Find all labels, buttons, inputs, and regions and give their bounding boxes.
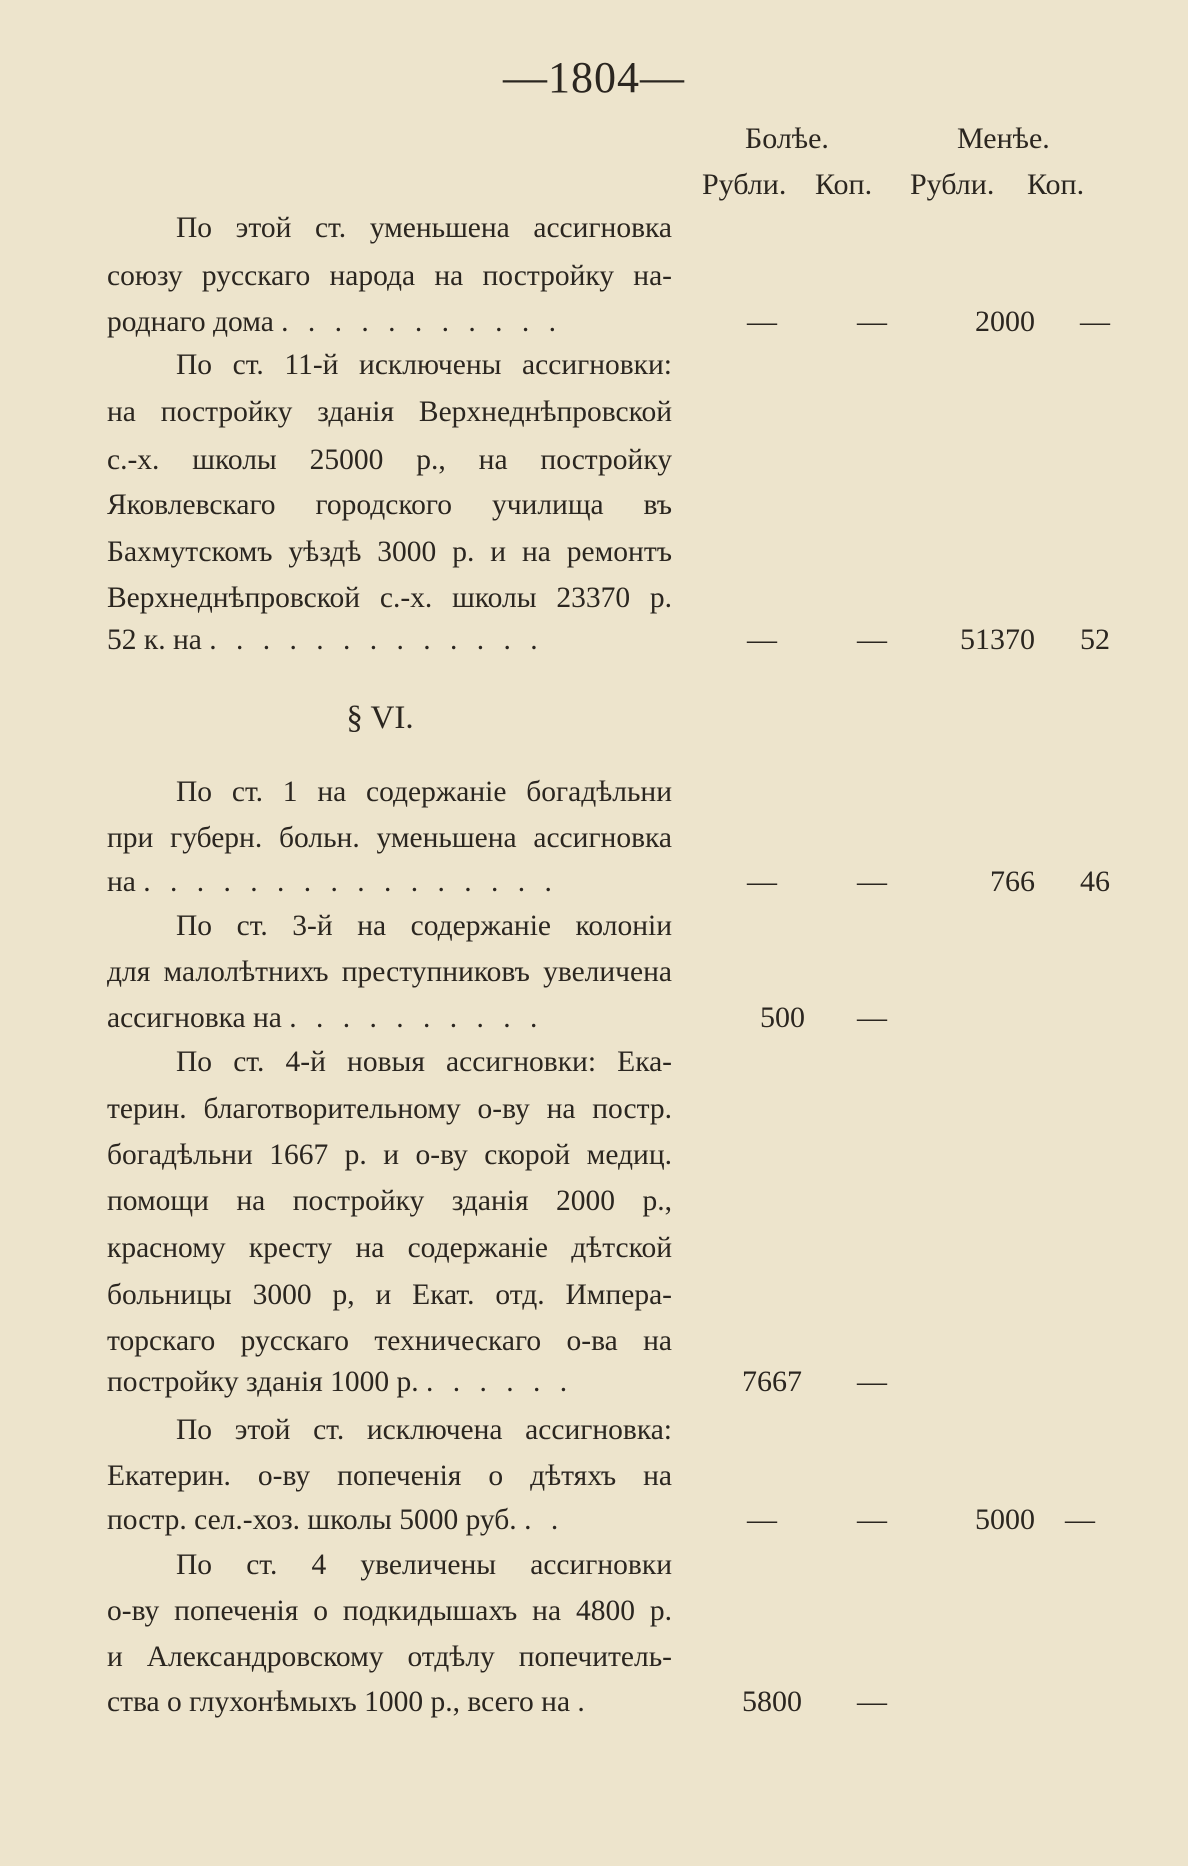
entry-line: постр. сел.-хоз. школы 5000 руб.: [107, 1504, 517, 1536]
entry-last-line: [107, 998, 672, 1038]
entry-line: Яковлевскаго городского училища въ: [107, 489, 672, 521]
entry-last-line: [107, 1362, 672, 1402]
entry-line: роднаго дома: [107, 306, 274, 338]
leader-dots: . . . . . . . . . . .: [281, 306, 563, 338]
leader-dots: . .: [524, 1504, 565, 1536]
entry-line: на: [107, 866, 136, 898]
more-kopecks: —: [857, 1001, 887, 1034]
more-rubles: —: [747, 305, 777, 338]
less-rubles: 5000: [975, 1503, 1035, 1536]
leader-dots: . . . . . . . . . . . . .: [209, 624, 544, 656]
more-kopecks: —: [857, 1503, 887, 1536]
more-kopecks: —: [857, 305, 887, 338]
more-rubles: 500: [760, 1001, 805, 1034]
less-rubles: 766: [990, 865, 1035, 898]
column-header-more: Болѣе.: [745, 122, 829, 155]
more-rubles: 7667: [742, 1365, 802, 1398]
more-kopecks: —: [857, 1685, 887, 1718]
less-rubles: 51370: [960, 623, 1035, 656]
entry-line: помощи на постройку зданія 2000 р.,: [107, 1185, 672, 1217]
less-kopecks: —: [1080, 305, 1110, 338]
entry-line: Верхнеднѣпровской с.-х. школы 23370 р.: [107, 582, 672, 614]
less-kopecks: —: [1065, 1503, 1095, 1536]
more-kopecks: —: [857, 865, 887, 898]
entry-last-line: [107, 1500, 672, 1540]
more-rubles: —: [747, 1503, 777, 1536]
entry-line: на постройку зданія Верхнеднѣпровской: [107, 396, 672, 428]
column-header-more-kop: Коп.: [815, 168, 873, 201]
column-header-more-rub: Рубли.: [702, 168, 787, 201]
entry-line: и Александровскому отдѣлу попечитель-: [107, 1641, 672, 1673]
entry-last-line: [107, 620, 672, 660]
entry-line: По ст. 3-й на содержаніе колоніи: [176, 910, 672, 942]
entry-line: По ст. 4-й новыя ассигновки: Ека-: [176, 1046, 672, 1078]
entry-line: богадѣльни 1667 р. и о-ву скорой медиц.: [107, 1139, 672, 1171]
entry-last-line: [107, 1682, 672, 1722]
more-rubles: —: [747, 623, 777, 656]
leader-dots: .: [577, 1686, 591, 1718]
entry-line: красному кресту на содержаніе дѣтской: [107, 1232, 672, 1264]
leader-dots: . . . . . .: [425, 1366, 574, 1398]
page-number: —1804—: [503, 53, 685, 102]
entry-line: Екатерин. о-ву попеченія о дѣтяхъ на: [107, 1460, 672, 1492]
entry-last-line: [107, 862, 672, 902]
more-rubles: 5800: [742, 1685, 802, 1718]
less-rubles: 2000: [975, 305, 1035, 338]
entry-line: По этой ст. уменьшена ассигновка: [176, 212, 672, 244]
entry-line: постройку зданія 1000 р.: [107, 1366, 419, 1398]
entry-line: По ст. 1 на содержаніе богадѣльни: [176, 776, 672, 808]
less-kopecks: 46: [1080, 865, 1110, 898]
entry-line: По ст. 11-й исключены ассигновки:: [176, 349, 672, 381]
entry-line: о-ву попеченія о подкидышахъ на 4800 р.: [107, 1595, 672, 1627]
entry-line: Бахмутскомъ уѣздѣ 3000 р. и на ремонтъ: [107, 536, 672, 568]
column-header-less: Менѣе.: [957, 122, 1050, 155]
leader-dots: . . . . . . . . . . . . . . . .: [143, 866, 558, 898]
entry-line: ства о глухонѣмыхъ 1000 р., всего на: [107, 1686, 571, 1718]
entry-last-line: [107, 302, 672, 342]
entry-line: торскаго русскаго техническаго о-ва на: [107, 1325, 672, 1357]
section-heading: § VI.: [346, 700, 414, 736]
entry-line: 52 к. на: [107, 624, 202, 656]
more-kopecks: —: [857, 1365, 887, 1398]
entry-line: ассигновка на: [107, 1002, 282, 1034]
more-rubles: —: [747, 865, 777, 898]
column-header-less-rub: Рубли.: [910, 168, 995, 201]
entry-line: больницы 3000 р, и Екат. отд. Импера-: [107, 1279, 672, 1311]
leader-dots: . . . . . . . . . .: [289, 1002, 544, 1034]
entry-line: при губерн. больн. уменьшена ассигновка: [107, 822, 672, 854]
entry-line: для малолѣтнихъ преступниковъ увеличена: [107, 956, 672, 988]
column-header-less-kop: Коп.: [1027, 168, 1085, 201]
less-kopecks: 52: [1080, 623, 1110, 656]
entry-line: По этой ст. исключена ассигновка:: [176, 1414, 672, 1446]
entry-line: с.-х. школы 25000 р., на постройку: [107, 444, 672, 476]
entry-line: По ст. 4 увеличены ассигновки: [176, 1549, 672, 1581]
entry-line: союзу русскаго народа на постройку на-: [107, 260, 672, 292]
more-kopecks: —: [857, 623, 887, 656]
entry-line: терин. благотворительному о-ву на постр.: [107, 1093, 672, 1125]
